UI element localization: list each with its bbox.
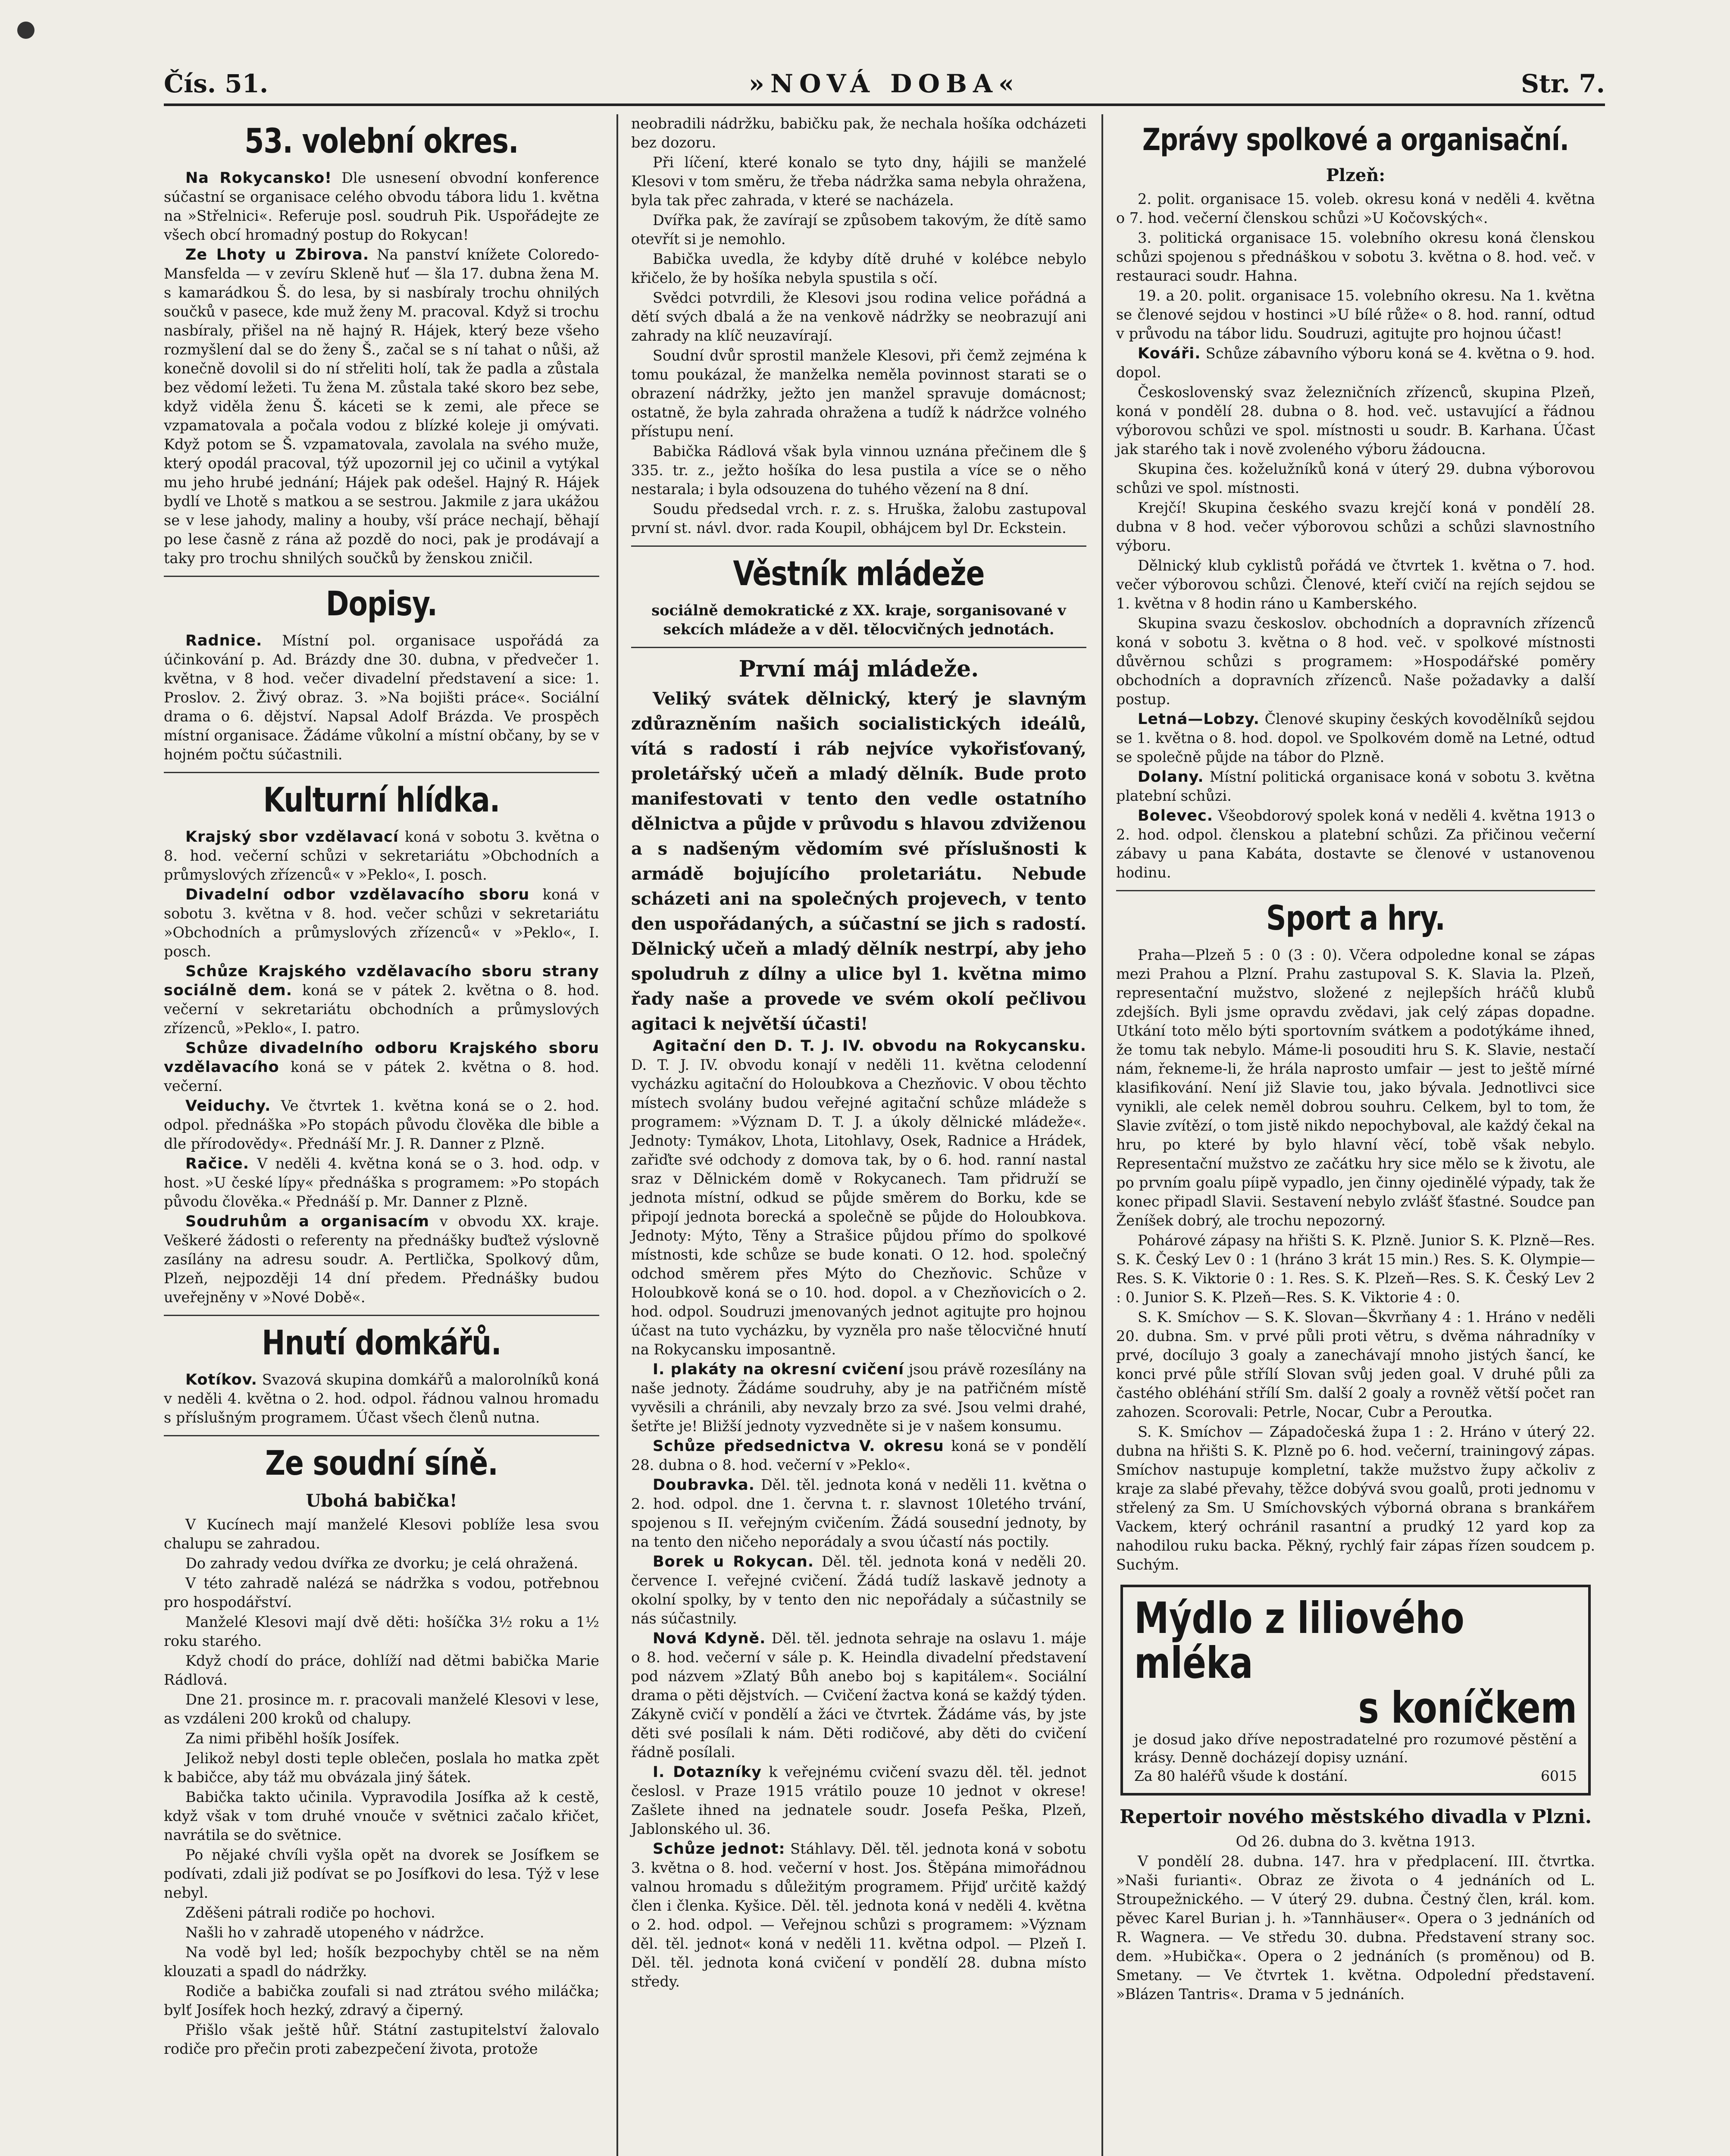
notice-lead: Bolevec. (1138, 807, 1214, 824)
notice-lead: Agitační den D. T. J. IV. obvodu na Rokycansku. (653, 1037, 1086, 1055)
paragraph: Skupina čes. koželužníků koná v úterý 29. dubna výborovou schůzi ve spol. místnosti. (1116, 461, 1595, 496)
notice (631, 1629, 1086, 1762)
divider (164, 1315, 599, 1316)
paragraph: S. K. Smíchov — Západočeská župa 1 : 2. Hráno v úterý 22. dubna na hřišti S. K. Plzně po 6. hod. večerní, trainingový zápas. Smíchov nastupuje kompletní, takže mužstvo župy ačkoliv z kraje za slabé převahy, těžce dobývá svou goalů, proti jednomu v střelený za Sm. U Smíchovských výborná obrana s brankářem Vackem, který ochránil rasantní a prudký 12 yard kop za nahodilou ruku backa. Pěkný, rychlý fair zápas řízen soudcem p. Suchým. (1116, 1423, 1595, 1573)
column-3 (1101, 114, 1595, 2156)
notice (164, 962, 599, 1038)
notice-text: Stáhlavy. Děl. těl. jednota koná v sobotu 3. května o 8. hod. večerní v host. Jos. Štěpána mimořádnou valnou hromadu s důležitým programem. Přijď určitě každý člen i členka. Kyšice. Děl. těl. jednota koná v neděli 4. května o 2. hod. odpol. — Veřejnou schůzi s programem: »Význam děl. těl. jednot« koná v neděli 11. května odpol. — Plzeň I. Děl. těl. jednota koná cvičení v pondělí 28. dubna místo středy. (631, 1840, 1086, 1990)
notice (631, 1552, 1086, 1628)
notice (631, 1037, 1086, 1359)
column-1 (164, 114, 599, 2156)
notice-lead: Kotíkov. (185, 1371, 257, 1388)
paragraph: Soudu předsedal vrch. r. z. s. Hruška, žalobu zastupoval první st. návl. dvor. rada Koupil, obhájcem byl Dr. Eckstein. (631, 501, 1086, 536)
paragraph: Babička Rádlová však byla vinnou uznána přečinem dle § 335. tr. z., ježto hošíka do lesa pustila a více se o něho nestarala; i byla odsouzena do tuhého vězení na 8 dní. (631, 443, 1086, 498)
theatre-dates: Od 26. dubna do 3. května 1913. (1236, 1833, 1476, 1850)
paragraph: Když chodí do práce, dohlíží nad dětmi babička Marie Rádlová. (164, 1652, 599, 1688)
bold-article: Veliký svátek dělnický, který je slavným zdůrazněním našich socialistických ideálů, vítá s radostí i ráb nejvíce vykořisťovaný, proletářský učeň a mladý dělník. Bude proto manifestovati v tento den vedle ostatního dělnictva a půjde v průvodu s hlavou zdviženou a s nadšeným vědomím své příslušnosti k armádě bojujícího proletariátu. Nebude scházeti ani na společných projevech, v tento den uspořádaných, a súčastní se jich s radostí. Dělnický učeň a mladý dělník nestrpí, aby jeho spoludruh z dílny a ulice byl 1. května mimo řady naše a provede ve svém okolí pečlivou agitaci k největší účasti! (631, 689, 1086, 1034)
notice (164, 1212, 599, 1307)
location-heading: Plzeň: (1326, 165, 1386, 185)
paragraph: Dvířka pak, že zavírají se způsobem takovým, že dítě samo otevřít si je nemohlo. (631, 212, 1086, 248)
section-title-cottagers: Hnutí domkářů. (262, 1324, 501, 1363)
divider (164, 1435, 599, 1436)
paragraph: Při líčení, které konalo se tyto dny, hájili se manželé Klesovi v tom směru, že třeba nádržka sama nebyla ohražena, byla tak přec zahrada, v které se nacházela. (631, 154, 1086, 209)
notice-text: Ve čtvrtek 1. května koná se o 2. hod. odpol. přednáška »Po stopách původu člověka dle bible a dle přírodovědy«. Přednáší Mr. J. R. Danner z Plzně. (164, 1097, 599, 1152)
divider (631, 545, 1086, 547)
notice-lead: Račice. (185, 1155, 250, 1172)
paragraph: Na vodě byl led; hošík bezpochyby chtěl se na něm klouzati a spadl do nádržky. (164, 1944, 599, 1980)
ad-price: Za 80 haléřů všude k dostání. (1134, 1767, 1348, 1784)
paragraph: Jelikož nebyl dosti teple oblečen, poslala ho matka zpět k babičce, aby táž mu obvázala jiný šátek. (164, 1750, 599, 1786)
paragraph: Praha—Plzeň 5 : 0 (3 : 0). Včera odpoledne konal se zápas mezi Prahou a Plzní. Prahu zastupoval S. K. Slavia la. Plzeň, representační mužstvo, složené z nejlepších hráčů klubů zdejších. Byli jsme opravdu zvědavi, jak celý zápas dopadne. Utkání toto mělo býti sportovním svátkem a podotýkáme ihned, že tomu tak nebylo. Máme-li posouditi hru S. K. Slavie, nestačí nám, řekneme-li, že hrála naprosto umfair — jest to ještě mírné klasifikování. Není již Slavie tou, jako bývala. Jednotlivci sice vynikli, ale celek neměl dobrou souhru. Celkem, byl to tom, že Slavie zvítězí, o tom jistě nikdo nepochyboval, ale každý čekal na hru, po které by bylo hlavní věcí, tobě však nebylo. Representační mužstvo ze začátku hry sice mělo se k životu, ale po prvním goalu píipě vypadlo, jen činny ojedinělé výpady, tak že konec připadl Slavii. Sestavení nebylo zvlášť šťastné. Soudce pan Ženíšek dobrý, ale trochu nepozorný. (1116, 946, 1595, 1229)
paragraph: Svědci potvrdili, že Klesovi jsou rodina velice pořádná a dětí svých dbalá a že na venkově nádržky se neobrazují ani zahrady na klíč neuzavírají. (631, 289, 1086, 344)
paragraph: Po nějaké chvíli vyšla opět na dvorek se Josífkem se podívati, zdali již podívat se po Josífkovi do lesa. Týž v lese nebyl. (164, 1846, 599, 1901)
notice-text: koná v sobotu 3. května v 8. hod. večer schůzi v sekretariátu »Obchodních a průmyslových zřízenců« v »Peklo«, I. posch. (164, 886, 599, 960)
article-text: Místní pol. organisace uspořádá za účinkování p. Ad. Brázdy dne 30. dubna, v předvečer 1. května, v 8 hod. večer divadelní představení a sice: 1. Proslov. 2. Živý obraz. 3. »Na bojišti práce«. Sociální drama o 6. dějství. Napsal Adolf Brázda. Ve prospěch místní organisace. Žádáme vůkolní a místní občany, by se v hojném počtu súčastnili. (164, 632, 599, 763)
notice (631, 1763, 1086, 1839)
notice-text: Děl. těl. jednota koná v neděli 11. května o 2. hod. odpol. dne 1. června t. r. slavnost 10letého trvání, spojenou s II. veřejným cvičením. Žádá sousední jednoty, by na tento den ničeho neporádaly a svou účastí nás poctily. (631, 1476, 1086, 1550)
notice-lead: Veiduchy. (185, 1097, 271, 1115)
notice-lead: Letná—Lobzy. (1138, 711, 1260, 728)
notice (1116, 806, 1595, 882)
article-radnice (164, 631, 599, 764)
notice-lead: Nová Kdyně. (653, 1630, 766, 1647)
paragraph: Rodiče a babička zoufali si nad ztrátou svého miláčka; bylť Josífek hoch hezký, zdravý a čiperný. (164, 1983, 599, 2018)
notice-lead: Doubravka. (653, 1476, 755, 1494)
article-lhota (164, 245, 599, 568)
notice-text: Schůze zábavního výboru koná se 4. května o 9. hod. dopol. (1116, 345, 1595, 381)
ad-text: je dosud jako dříve nepostradatelné pro rozumové pěstění a krásy. Denně docházejí dopisy uznání. (1134, 1731, 1577, 1766)
notice (1116, 710, 1595, 767)
paragraph: S. K. Smíchov — S. K. Slovan—Škvrňany 4 : 1. Hráno v neděli 20. dubna. Sm. v prvé půli proti větru, s dvěma náhradníky v prvé, docílujo 3 goaly a zanechávají mnoho jistých šancí, ke konci prvé půle střílí Slovan svůj jeden goal. V druhé půli za častého obléhání střílí Sm. další 2 goaly a rovněž větší počet ran zahozen. Scorovali: Petrle, Nocar, Cubr a Peroutka. (1116, 1309, 1595, 1420)
notice (1116, 768, 1595, 805)
divider (1116, 890, 1595, 891)
article-lead: Na Rokycansko! (185, 169, 332, 187)
paragraph: V této zahradě nalézá se nádržka s vodou, potřebnou pro hospodářství. (164, 1575, 599, 1611)
notice-text: Místní politická organisace koná v sobotu 3. května platební schůzi. (1116, 768, 1595, 804)
paragraph: Přišlo však ještě hůř. Státní zastupitelství žalovalo rodiče pro přečin proti zabezpečení života, protože (164, 2021, 599, 2057)
divider (631, 647, 1086, 648)
notice (631, 1476, 1086, 1551)
paragraph: Pohárové zápasy na hřišti S. K. Plzně. Junior S. K. Plzně—Res. S. K. Český Lev 0 : 1 (hráno 3 krát 15 min.) Res. S. K. Olympie—Res. S. K. Viktorie 0 : 1. Res. S. K. Plzeň—Res. S. K. Český Lev 2 : 0. Junior S. K. Plzeň—Res. S. K. Viktorie 4 : 0. (1116, 1232, 1595, 1306)
notice-lead: Divadelní odbor vzdělavacího sboru (185, 886, 530, 903)
issue-number: Čís. 51. (164, 69, 269, 98)
notice-text: k veřejnému cvičení svazu děl. těl. jednot česlosl. v Praze 1915 vrátilo pouze 10 jednot v okrese! Zašlete ihned na jednatele soudr. Josefa Peška, Plzeň, Jablonského ul. 36. (631, 1764, 1086, 1837)
notice (164, 1097, 599, 1153)
notice-lead: I. plakáty na okresní cvičení (653, 1361, 904, 1378)
paragraph: Manželé Klesovi mají dvě děti: hošíčka 3½ roku a 1½ roku starého. (164, 1614, 599, 1649)
article-headline: Ubohá babička! (306, 1491, 457, 1511)
notice (1116, 344, 1595, 382)
paragraph: Do zahrady vedou dvířka ze dvorku; je celá ohražená. (185, 1555, 579, 1572)
notice-lead: Borek u Rokycan. (653, 1553, 814, 1570)
notice-text: koná se v pátek 2. května o 8. hod. večerní v sekretariátu obchodních a průmyslových zřízenců, »Peklo«, I. patro. (164, 982, 599, 1037)
section-title-associations: Zprávy spolkové a organisační. (1142, 122, 1569, 157)
article-lead: Radnice. (185, 632, 263, 649)
notice-text: v obvodu XX. kraje. Veškeré žádosti o referenty na přednášky buďtež výslovně zasílány na adresu soudr. A. Pertlička, Spolkový dům, Plzeň, nejpozději 14 dní předem. Přednášky budou uveřejněny v »Nové Době«. (164, 1213, 599, 1306)
section-title-youth: Věstník mládeže (733, 555, 985, 593)
notice (631, 1437, 1086, 1475)
section-title-letters: Dopisy. (325, 585, 438, 624)
notice-lead: Kováři. (1138, 345, 1201, 362)
paragraph: Skupina svazu českoslov. obchodních a dopravních zřízenců koná v sobotu 3. května o 8 hod. več. v spolkové místnosti důvěrnou schůzi s programem: »Hospodářské poměry obchodních a dopravních zřízenců. Naše požadavky a další postup. (1116, 615, 1595, 708)
article-text: Dle usnesení obvodní konference súčastní se organisace celého obvodu tábora lidu 1. května na »Střelnici«. Referuje posl. soudruh Pik. Uspořádejte ze všech obcí hromadný postup do Rokycan! (164, 169, 599, 243)
paragraph: Dne 21. prosince m. r. pracovali manželé Klesovi v lese, as vzdáleni 200 kroků od chalupy. (164, 1691, 599, 1727)
divider (164, 772, 599, 773)
notice (164, 885, 599, 961)
article-rokycansko (164, 169, 599, 244)
article-headline: První máj mládeže. (738, 656, 979, 682)
notice-lead: Soudruhům a organisacím (185, 1213, 429, 1230)
notice-text: Svazová skupina domkářů a malorolníků koná v neděli 4. května o 2. hod. odpol. řádnou valnou hromadu s příslušným programem. Účast všech členů nutna. (164, 1371, 599, 1426)
notice (164, 1154, 599, 1211)
page-number: Str. 7. (1521, 69, 1605, 98)
paragraph: Babička uvedla, že kdyby dítě druhé v kolébce nebylo křičelo, že by hošíka nebyla spustila s očí. (631, 251, 1086, 286)
notice-text: jsou právě rozesílány na naše jednoty. Žádáme soudruhy, aby je na patřičném místě vyvěsili a chránili, aby nevzaly brzo za své. Jsou velmi drahé, šetřte je! Bližší jednoty vyzvedněte si je v našem konsumu. (631, 1361, 1086, 1435)
paragraph: Babička takto učinila. Vypravodila Josífka až k cestě, když však v tom druhé vnouče v světnici začalo křičet, navrátila se do světnice. (164, 1789, 599, 1843)
soap-advertisement (1120, 1585, 1591, 1796)
newspaper-title: »NOVÁ DOBA« (748, 69, 1020, 98)
ad-headline-2: s koníčkem (1358, 1683, 1577, 1733)
paragraph: 19. a 20. polit. organisace 15. volebního okresu. Na 1. května se členové sejdou v hostinci »U bílé růže« o 8. hod. ranní, odtud v průvodu na tábor lidu. Soudruzi, agitujte pro hojnou účast! (1116, 287, 1595, 342)
notice (164, 827, 599, 884)
notice-lead: Schůze divadelního odboru Krajského sboru vzdělavacího (164, 1040, 599, 1076)
notice-lead: Schůze předsednictva V. okresu (653, 1438, 944, 1455)
notice-lead: Krajský sbor vzdělavací (185, 828, 399, 846)
divider (164, 576, 599, 577)
notice-lead: Schůze Krajského vzdělavacího sboru strany sociálně dem. (164, 963, 599, 999)
notice-text: koná v sobotu 3. května o 8. hod. večerní schůzi v sekretariátu »Obchodních a průmyslových zřízenců« v »Peklo«, I. posch. (164, 828, 599, 883)
notice (631, 1360, 1086, 1436)
notice (631, 1839, 1086, 1991)
notice-text: koná se v pátek 2. května o 8. hod. večerní. (164, 1059, 599, 1094)
notice-text: V neděli 4. května koná se o 3. hod. odp. v host. »U české lípy« přednáška s programem: »Po stopách původu člověka.« Přednáší p. Mr. Danner z Plzně. (164, 1155, 599, 1210)
paragraph: 3. politická organisace 15. volebního okresu koná členskou schůzi spojenou s přednáškou v sobotu 3. května o 8. hod. več. v restauraci soudr. Hahna. (1116, 229, 1595, 284)
section-title-sport: Sport a hry. (1266, 899, 1445, 938)
paragraph: Našli ho v zahradě utopeného v nádržce. (185, 1924, 485, 1941)
paragraph: neobradili nádržku, babičku pak, že nechala hošíka odcházeti bez dozoru. (631, 115, 1086, 151)
notice-text: Děl. těl. jednota koná v neděli 20. července I. veřejné cvičení. Žádá tudíž laskavě jednoty a okolní spolky, by v tento den nic nepořádaly a súčastnily se nás súčastnily. (631, 1553, 1086, 1627)
theatre-repertoire-title: Repertoir nového městského divadla v Plzni. (1119, 1806, 1592, 1828)
paragraph: V Kucínech mají manželé Klesovi poblíže lesa svou chalupu se zahradou. (164, 1516, 599, 1552)
section-title-election-district: 53. volební okres. (244, 122, 519, 161)
section-title-culture: Kulturní hlídka. (263, 781, 500, 820)
ad-code: 6015 (1541, 1767, 1577, 1784)
notice-text: D. T. J. IV. obvodu konají v neděli 11. května celodenní vycházku agitační do Holoubkova a Chezňovic. V obou těchto místech svolány budou veřejné agitační schůze mládeže s programem: »Význam D. T. J. a úkoly dělnické mládeže«. Jednoty: Tymákov, Lhota, Litohlavy, Osek, Radnice a Hrádek, zařiďte své odchody z domova tak, by o 6. hod. ranní nastal sraz v Dělnickém domě v Rokycanech. Tam přidruží se jednota místní, odkud se půjde směrem do Borku, kde se připojí jednota borecká a společně se půjde do Holoubkova. Jednoty: Mýto, Těny a Strašice půjdou přímo do spolkové místnosti, kde schůze se bude konati. O 12. hod. společný odchod směrem přes Mýto do Chezňovic. Schůze v Holoubkově koná se o 10. hod. dopol. a v Chezňovicích o 2. hod. odpol. Soudruzi jmenovaných jednot agitujte pro hojnou účast na tuto vycházku, by vyzněla pro naše tělocvičné hnutí na Rokycansku imposantně. (631, 1056, 1086, 1358)
page-header (164, 65, 1605, 106)
paragraph: Zděšeni pátrali rodiče po hochovi. (185, 1904, 435, 1921)
paragraph: Za nimi přiběhl hošík Josífek. (185, 1730, 400, 1747)
notice (164, 1039, 599, 1096)
notice (164, 1370, 599, 1427)
notice-text: Děl. těl. jednota sehraje na oslavu 1. máje o 8. hod. večerní v sále p. K. Heindla divadelní představení pod názvem »Zlatý Bůh anebo boj s kapitálem«. Sociální drama o pěti dějstvích. — Cvičení žactva koná se každý týden. Zákyně cvičí v pondělí a žáci ve čtvrtek. Žádáme vás, by jste děti své posílali k nám. Děti rodičové, aby děti do cvičení řádně posílali. (631, 1630, 1086, 1761)
theatre-program: V pondělí 28. dubna. 147. hra v předplacení. III. čtvrtka. »Naši furianti«. Obraz ze života o 4 jednáních od L. Stroupežnického. — V úterý 29. dubna. Čestný člen, král. kom. pěvec Karel Burian j. h. »Tannhäuser«. Opera o 3 jednáních od R. Wagnera. — Ve středu 30. dubna. Představení strany soc. dem. »Hubička«. Opera o 2 jednáních (s proměnou) od B. Smetany. — Ve čtvrtek 1. května. Odpolední představení. »Blázen Tantris«. Drama v 5 jednáních. (1116, 1853, 1595, 2002)
notice-lead: I. Dotazníky (653, 1764, 762, 1781)
article-lead: Ze Lhoty u Zbirova. (185, 246, 369, 263)
notice-lead: Schůze jednot: (653, 1840, 785, 1858)
paragraph: Dělnický klub cyklistů pořádá ve čtvrtek 1. května o 7. hod. večer výborovou schůzi. Členové, kteří cvičí na rejích sejdou se 1. května v 8 hodin ráno u Kamberského. (1116, 557, 1595, 612)
paragraph: 2. polit. organisace 15. voleb. okresu koná v neděli 4. května o 7. hod. večerní členskou schůzi »U Kočovských«. (1116, 191, 1595, 226)
notice-lead: Dolany. (1138, 768, 1204, 786)
scan-artifact (17, 22, 34, 39)
section-title-court: Ze soudní síně. (265, 1444, 498, 1483)
notice-text: Členové skupiny českých kovodělníků sejdou se 1. května o 8. hod. dopol. ve Spolkovém domě na Letné, odtud se společně půjde na tábor do Plzně. (1116, 711, 1595, 765)
notice-text: Všeobdorový spolek koná v neděli 4. května 1913 o 2. hod. odpol. členskou a platební schůzi. Za přičinou večerní zábavy u pana Kabáta, dostavte se členové v ustanovenou hodinu. (1116, 807, 1595, 881)
paragraph: Soudní dvůr sprostil manžele Klesovi, při čemž zejména k tomu poukázal, že manželka neměla povinnost starati se o obrazení nádržky, ježto jen manžel spravuje domácnost; ostatně, že byla zahrada ohražena a tudíž k nádržce volného přístupu není. (631, 347, 1086, 440)
paragraph: Krejčí! Skupina českého svazu krejčí koná v pondělí 28. dubna v 8 hod. večer výborovou schůzi a schůzi slavnostního výboru. (1116, 499, 1595, 554)
article-text: Na panství knížete Coloredo-Mansfelda — v zevíru Skleně huť — šla 17. dubna žena M. s kamarádkou Š. do lesa, by si nasbíraly trochu ohnilých součků v pasece, kde muž ženy M. pracoval. Když si trochu nasbíraly, přišel na ně hajný R. Hájek, který beze všeho rozmyšlení dal se do ženy Š., začal se s ní tahat o nůši, až konečně dovolil si do ní střeliti holí, tak že padla a zůstala bez vědomí ležeti. Tu žena M. zůstala také skoro bez sebe, když viděla ženu Š. káceti se k zemi, ale přece se vzpamatovala a počala vodou z blízké koleje ji omývati. Když potom se Š. vzpamatovala, zavolala na svého muže, který opodál pracoval, týž upozornil jej co učinil a vytýkal mu jeho hrubé jednání; Hájek pak odešel. Hajný R. Hájek bydlí ve Lhotě s matkou a se sestrou. Jakmile z jara ukážou se v lese jahody, maliny a houby, vší práce nechají, běhají po lese časně z rána až pozdě do noci, pak je prodávají a taky pro trochu shnilých součků by ženskou zničil. (164, 246, 599, 567)
paragraph: Československý svaz železničních zřízenců, skupina Plzeň, koná v pondělí 28. dubna o 8. hod. več. ustavující a řádnou výborovou schůzi ve spol. místnosti u soudr. B. Karhana. Účast jak starého tak i nově zvoleného výboru žádoucna. (1116, 384, 1595, 458)
notice-text: koná se v pondělí 28. dubna o 8. hod. večerní v »Peklo«. (631, 1438, 1086, 1473)
ad-footer (1134, 1767, 1577, 1784)
column-2 (616, 114, 1086, 2156)
ad-headline: Mýdlo z liliového mléka (1134, 1593, 1464, 1688)
section-intro: sociálně demokratické z XX. kraje, sorganisované v sekcích mládeže a v děl. tělocvičných jednotách. (651, 602, 1066, 638)
